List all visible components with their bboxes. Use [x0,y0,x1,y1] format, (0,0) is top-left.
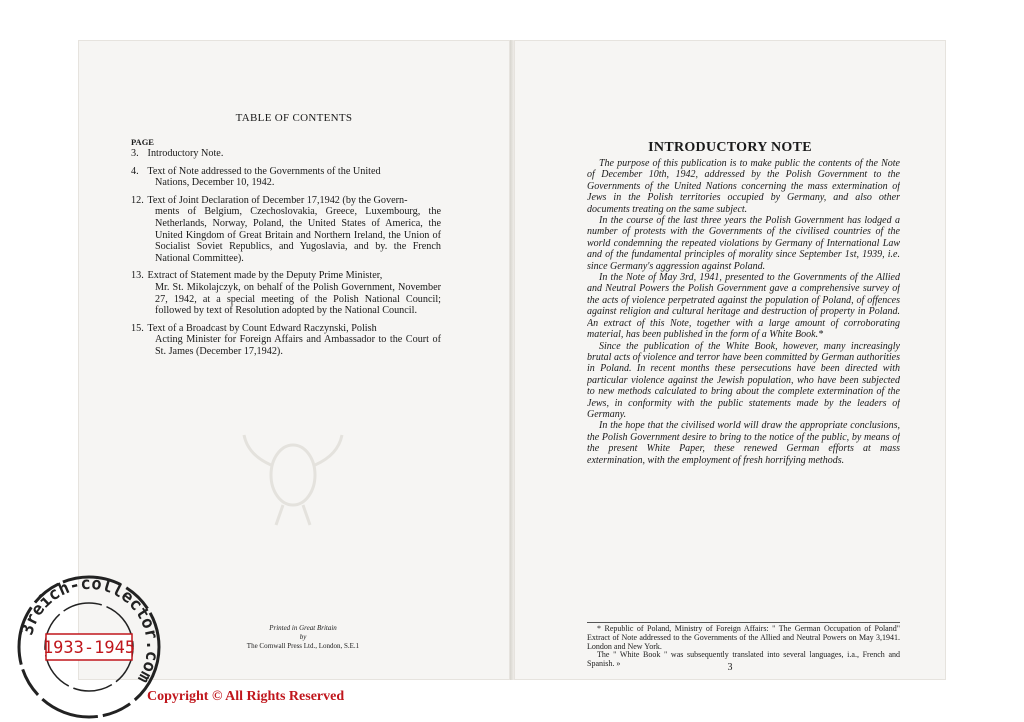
toc-list [131,148,441,364]
printed-by-label: by [299,633,307,641]
toc-entry [131,323,441,358]
toc-entry-text: Text of Note addressed to the Governments of the United [147,165,381,177]
show-through-text [762,100,765,116]
page-number: 3 [727,662,733,673]
toc-entry [131,166,441,189]
stamp-ring-text: 3reich-collector.com [17,573,163,687]
toc-entry [131,195,441,265]
footnote: * Republic of Poland, Ministry of Foreign Affairs: " The German Occupation of Poland" Extract of Note addressed to the Governments of the Allied and Neutral Powers on May 3,1941. London and New York. [587,624,900,651]
toc-entry-page: 4. [131,165,139,177]
svg-text:3reich-collector.com [17,574,162,687]
right-page [514,40,946,680]
introductory-note-body [587,158,900,576]
introductory-note-title: INTRODUCTORY NOTE [648,140,812,155]
toc-entry-text: Text of Joint Declaration of December 17,1942 (by the Govern- [147,194,408,206]
toc-entry-continuation: Mr. St. Mikolajczyk, on behalf of the Polish Government, November 27, 1942, at a special meeting of the Polish National Council; followed by text of Resolution adopted by the National Council. [155,281,441,317]
toc-entry-page: 15. [131,322,144,334]
body-paragraph: In the hope that the civilised world will draw the appropriate conclusions, the Polish Government desire to bring to the notice of the public, by means of the present White Paper, these renewed German efforts at mass extermination, with the employment of fresh horrifying methods. [587,420,900,466]
copyright-notice: Copyright © All Rights Reserved [147,689,345,704]
toc-entry [131,270,441,316]
toc-page-column-heading: PAGE [131,137,154,147]
toc-entry-text: Introductory Note. [147,148,224,159]
body-paragraph: In the Note of May 3rd, 1941, presented to the Governments of the Allied and Neutral Powers the Polish Government gave a comprehensive survey of the acts of violence perpetrated against the population of Poland, of offences against religion and cultural heritage and destruction of property in Poland. An extract of this Note, together with a large amount of corroborating material, has been published in the form of a White Book.* [587,272,900,341]
toc-entry [131,148,441,160]
show-through-text [196,62,200,79]
toc-entry-text: Text of a Broadcast by Count Edward Raczynski, Polish [147,322,377,334]
body-paragraph: The purpose of this publication is to make public the contents of the Note of December 10th, 1942, addressed by the Polish Government to the Governments of the United Nations concerning the mass extermination of Jews in the Polish territories occupied by Germany, and also other documents treating on the same subject. [587,158,900,215]
toc-entry-page: 13. [131,270,144,282]
body-paragraph: In the course of the last three years the Polish Government has lodged a number of protests with the Governments of the civilised countries of the world condemning the repeated violations by Germany of International Law and of the fundamental principles of morality since September 1st, 1939, i.e. since Germany's aggression against Poland. [587,215,900,272]
footnote: The " White Book " was subsequently translated into several languages, i.a., French and Spanish. » [587,650,900,669]
toc-entry-page: 3. [131,148,139,159]
toc-entry-continuation: Nations, December 10, 1942. [155,177,275,189]
watermark-stamp-logo [14,572,164,722]
toc-title: TABLE OF CONTENTS [235,112,353,124]
toc-entry-text: Extract of Statement made by the Deputy Prime Minister, [147,270,383,282]
footnote-divider [587,622,900,623]
stamp-year-range: 1933-1945 [42,638,136,658]
printed-in-label: Printed in Great Britain [269,624,337,632]
show-through-text [118,136,127,174]
body-paragraph: Since the publication of the White Book, however, many increasingly brutal acts of violence and terror have been committed by German authorities in Poland. In recent months these persecutions have been directed with particular violence against the Jewish population, who have been subjected to new methods calculated to bring about the complete extermination of the Jews, in conformity with the public statements made by the leaders of Germany. [587,340,900,420]
toc-entry-continuation: Acting Minister for Foreign Affairs and Ambassador to the Court of St. James (December 17,1942). [155,334,441,357]
printer-name: The Cornwall Press Ltd., London, S.E.1 [246,642,360,650]
toc-entry-continuation: ments of Belgium, Czechoslovakia, Greece, Luxembourg, the Netherlands, Norway, Poland, the United States of America, the United Kingdom of Great Britain and Northern Ireland, the Union of Socialist Soviet Republics, and Yugoslavia, and by. the French National Committee). [155,206,441,264]
printer-imprint [218,624,388,651]
eagle-emblem-show-through [238,420,348,530]
toc-entry-page: 12. [131,194,144,206]
